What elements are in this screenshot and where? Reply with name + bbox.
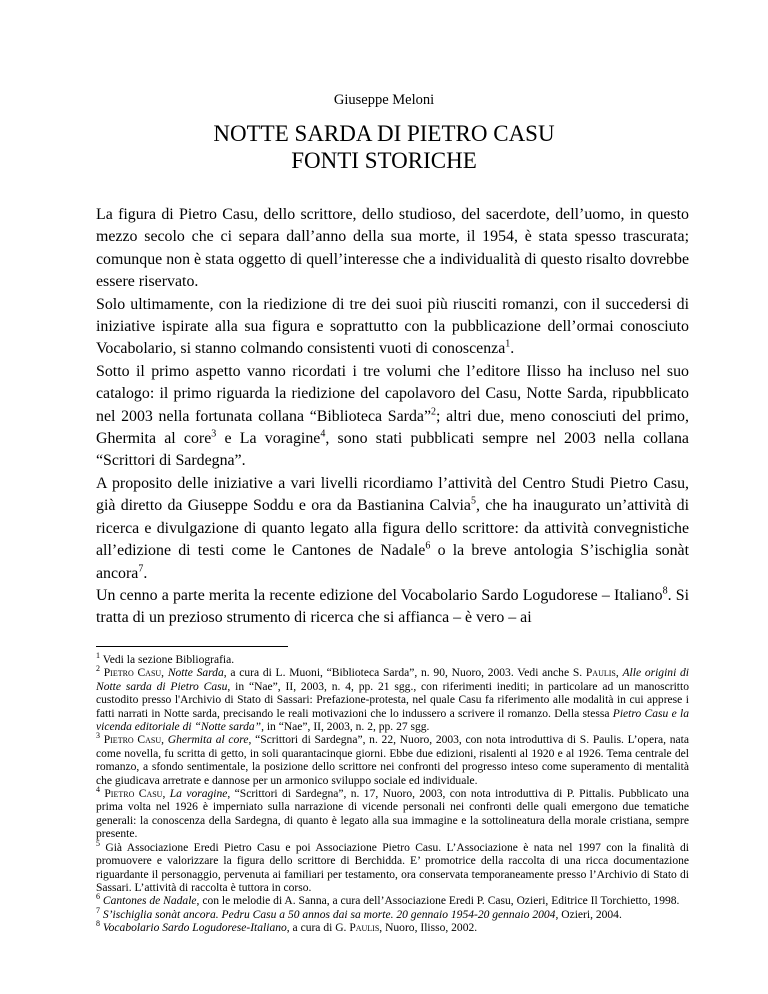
footnote-ref-3[interactable]: 3	[211, 428, 217, 440]
footnote-ref-4[interactable]: 4	[320, 428, 326, 440]
footnote-5: $^5$ Già Associazione Eredi Pietro Casu e poi Associazione Pietro Casu. L’Associazione è nata nel 1997 con la finalità di promuovere e valorizzare la figura dello scrittore di Berchidda. E’ promotrice della raccolta di una ricca documentazione riguardante il personaggio, pervenuta ai familiari per testamento, ora conservata temporaneamente presso l’Archivio di Stato di Sassari. L’attività di raccolta è tuttora in corso.	[96, 838, 689, 894]
footnote-1: $^1$ Vedi la sezione Bibliografia.	[96, 651, 235, 666]
footnote-2: $^2$ Pietro Casu, Notte Sarda, a cura di L. Muoni, “Biblioteca Sarda”, n. 90, Nuoro, 2003. Vedi anche S. Paulis, Alle origini di Notte sarda di Pietro Casu, in “Nae”, II, 2003, n. 4, pp. 21 sgg., con riferimenti inediti; in particolare ad un manoscritto custodito presso l'Archivio di Stato di Sassari: Prefazione-protesta, nel quale Casu fa riferimento alle modalità in cui apprese i fatti narrati in Notte sarda, precisando le reali motivazioni che lo indussero a scrivere il romanzo. Della stessa Pietro Casu e la vicenda editoriale di “Notte sarda”, in “Nae”, II, 2003, n. 2, pp. 27 sgg.	[96, 664, 689, 734]
footnote-4: $^4$ Pietro Casu, La voragine, “Scrittori di Sardegna”, n. 17, Nuoro, 2003, con nota introduttiva di P. Pittalis. Pubblicato una prima volta nel 1926 è imperniato sulla narrazione di vicende personali nei confronti delle quali emergono due tematiche generali: la conoscenza della Sardegna, di quanto è legato alla sua immagine e la sottolineatura della morale cristiana, sempre presente.	[96, 785, 689, 841]
paragraph-4: A proposito delle iniziative a vari livelli ricordiamo l’attività del Centro Studi Pietro Casu, già diretto da Giuseppe Soddu e ora da Bastianina Calvia$^5$, che ha inaugurato un’attività di ricerca e divulgazione di quanto legato alla figura dello scrittore: da attività convegnistiche all’edizione di testi come le Cantones de Nadale$^6$ o la breve antologia S’ischiglia sonàt ancora$^7$.	[96, 474, 689, 582]
paragraph-1: La figura di Pietro Casu, dello scrittore, dello studioso, del sacerdote, dell’uomo, in questo mezzo secolo che ci separa dall’anno della sua morte, il 1954, è stata spesso trascurata; comunque non è stata oggetto di quell’interesse che a individualità di questo risalto dovrebbe essere riservato.	[96, 206, 689, 291]
footnote-ref-5[interactable]: 5	[470, 495, 476, 507]
footnote-3: $^3$ Pietro Casu, Ghermita al core, “Scrittori di Sardegna”, n. 22, Nuoro, 2003, con nota introduttiva di S. Paulis. L’opera, nata come novella, fu scritta di getto, in soli quarantacinque giorni. Ebbe due edizioni, risalenti al 1920 e al 1926. Tema centrale del romanzo, a sfondo sentimentale, la posizione dello scrittore nei confronti del progresso inteso come superamento di mentalità che giudicava arretrate e dannose per un armonico sviluppo sociale ed individuale.	[96, 731, 689, 787]
footnote-8: $^8$ Vocabolario Sardo Logudorese-Italiano, a cura di G. Paulis, Nuoro, Ilisso, 2002.	[96, 919, 478, 935]
footnote-ref-7[interactable]: 7	[138, 563, 144, 575]
footnote-ref-2[interactable]: 2	[431, 406, 436, 418]
paragraph-2: Solo ultimamente, con la riedizione di tre dei suoi più riusciti romanzi, con il succedersi di iniziative ispirate alla sua figura e soprattutto con la pubblicazione dell’ormai conosciuto Vocabolario, si stanno colmando consistenti vuoti di conoscenza$^1$.	[96, 295, 689, 358]
author-name: Giuseppe Meloni	[333, 92, 435, 108]
footnote-ref-1[interactable]: 1	[505, 339, 511, 351]
footnote-ref-8[interactable]: 8	[662, 585, 668, 597]
title-line-1: NOTTE SARDA DI PIETRO CASU	[213, 121, 555, 146]
footnote-7: $^7$ S’ischiglia sonàt ancora. Pedru Casu a 50 annos dai sa morte. 20 gennaio 1954-20 gennaio 2004, Ozieri, 2004.	[96, 905, 622, 921]
title-line-2: FONTI STORICHE	[291, 148, 477, 173]
paper-title	[0, 120, 768, 174]
footnote-separator	[96, 646, 288, 647]
paragraph-3: Sotto il primo aspetto vanno ricordati i tre volumi che l’editore Ilisso ha incluso nel suo catalogo: il primo riguarda la riedizione del capolavoro del Casu, Notte Sarda, ripubblicato nel 2003 nella fortunata collana “Biblioteca Sarda”$^2$; altri due, meno conosciuti del primo, Ghermita al core$^3$ e La voragine$^4$, sono stati pubblicati sempre nel 2003 nella collana “Scrittori di Sardegna”.	[96, 362, 689, 470]
footnotes	[96, 651, 689, 936]
footnote-6: $^6$ Cantones de Nadale, con le melodie di A. Sanna, a cura dell’Associazione Eredi P. Casu, Ozieri, Editrice Il Torchietto, 1998.	[96, 892, 680, 908]
body-text	[96, 204, 689, 630]
footnote-ref-6[interactable]: 6	[425, 540, 431, 552]
paragraph-5: Un cenno a parte merita la recente edizione del Vocabolario Sardo Logudorese – Italiano$^8$. Si tratta di un prezioso strumento di ricerca che si affianca – è vero – ai	[96, 585, 689, 627]
